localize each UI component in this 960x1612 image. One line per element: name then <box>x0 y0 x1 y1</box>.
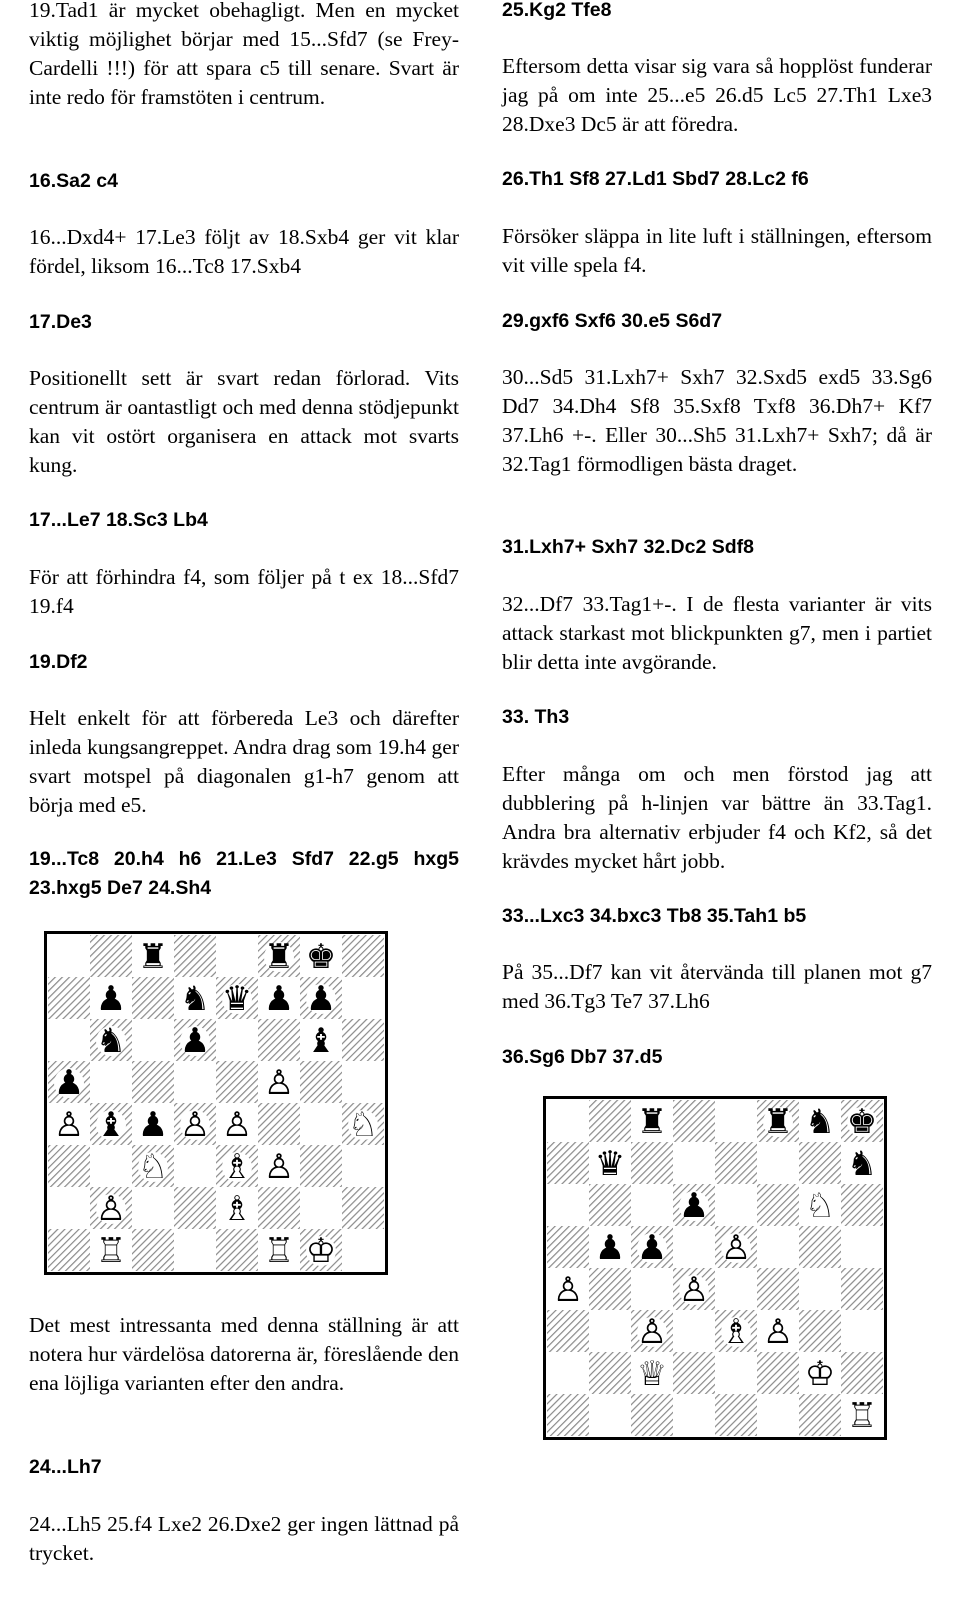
white-rook-icon: ♖ <box>263 1231 295 1271</box>
white-knight-icon: ♘ <box>137 1147 169 1187</box>
commentary-paragraph <box>29 1510 459 1568</box>
black-rook-icon: ♜ <box>263 937 295 977</box>
white-pawn-icon: ♙ <box>762 1312 794 1352</box>
dark-square <box>631 1394 673 1436</box>
dark-square <box>547 1394 589 1436</box>
light-square <box>631 1184 673 1226</box>
black-rook-icon: ♜ <box>762 1102 794 1142</box>
move-line <box>502 902 932 931</box>
black-king-icon: ♚ <box>846 1102 878 1142</box>
white-pawn-icon: ♙ <box>221 1105 253 1145</box>
light-square <box>673 1226 715 1268</box>
black-rook-icon: ♜ <box>137 937 169 977</box>
dark-square <box>799 1310 841 1352</box>
commentary-paragraph <box>29 563 459 621</box>
dark-square <box>90 935 132 977</box>
paragraph-text: 30...Sd5 31.Lxh7+ Sxh7 32.Sxd5 exd5 33.Sg6 Dd7 34.Dh4 Sf8 35.Sxf8 Txf8 36.Dh7+ Kf7 37.Lh6 +-. Eller 30...Sh5 31.Lxh7+ Sxh7; då är 32.Tag1 förmodligen bästa draget. <box>502 365 932 476</box>
dark-square <box>799 1142 841 1184</box>
dark-square <box>799 1394 841 1436</box>
dark-square <box>132 1061 174 1103</box>
paragraph-text: Helt enkelt för att förbereda Le3 och därefter inleda kungsangreppet. Andra drag som 19.h4 ger svart motspel på diagonalen g1-h7 genom att börja med e5. <box>29 706 459 817</box>
white-bishop-icon: ♗ <box>720 1312 752 1352</box>
move-text: 33...Lxc3 34.bxc3 Tb8 35.Tah1 b5 <box>502 905 807 927</box>
commentary-paragraph <box>502 760 932 876</box>
white-queen-icon: ♕ <box>636 1354 668 1394</box>
commentary-paragraph <box>502 222 932 280</box>
black-knight-icon: ♞ <box>95 1021 127 1061</box>
dark-square <box>757 1268 799 1310</box>
move-text: 33. Th3 <box>502 706 570 728</box>
dark-square <box>715 1394 757 1436</box>
black-pawn-icon: ♟ <box>636 1228 668 1268</box>
white-pawn-icon: ♙ <box>636 1312 668 1352</box>
dark-square <box>342 1019 384 1061</box>
light-square <box>841 1310 883 1352</box>
light-square <box>631 1268 673 1310</box>
black-bishop-icon: ♝ <box>95 1105 127 1145</box>
white-pawn-icon: ♙ <box>552 1270 584 1310</box>
light-square <box>342 1061 384 1103</box>
commentary-paragraph <box>502 363 932 479</box>
light-square <box>342 977 384 1019</box>
black-king-icon: ♚ <box>305 937 337 977</box>
dark-square <box>841 1352 883 1394</box>
dark-square <box>547 1142 589 1184</box>
move-text: 19.Df2 <box>29 651 88 673</box>
light-square <box>90 1061 132 1103</box>
dark-square <box>300 1145 342 1187</box>
dark-square <box>673 1352 715 1394</box>
light-square <box>757 1142 799 1184</box>
white-king-icon: ♔ <box>804 1354 836 1394</box>
dark-square <box>547 1226 589 1268</box>
dark-square <box>174 935 216 977</box>
light-square <box>174 1145 216 1187</box>
dark-square <box>132 1229 174 1271</box>
move-line <box>502 703 932 732</box>
move-line <box>502 533 932 562</box>
light-square <box>174 1229 216 1271</box>
light-square <box>673 1142 715 1184</box>
dark-square <box>799 1226 841 1268</box>
dark-square <box>757 1184 799 1226</box>
chess-board <box>543 1096 887 1440</box>
light-square <box>715 1268 757 1310</box>
light-square <box>547 1184 589 1226</box>
move-text: 17.De3 <box>29 311 92 333</box>
move-line <box>502 165 932 194</box>
black-pawn-icon: ♟ <box>594 1228 626 1268</box>
commentary-paragraph <box>29 364 459 480</box>
light-square <box>216 935 258 977</box>
white-pawn-icon: ♙ <box>95 1189 127 1229</box>
move-text: 25.Kg2 Tfe8 <box>502 0 612 21</box>
commentary-paragraph <box>29 704 459 820</box>
black-pawn-icon: ♟ <box>179 1021 211 1061</box>
white-pawn-icon: ♙ <box>179 1105 211 1145</box>
dark-square <box>48 977 90 1019</box>
light-square <box>216 1019 258 1061</box>
dark-square <box>216 1229 258 1271</box>
commentary-paragraph <box>29 1311 459 1398</box>
white-pawn-icon: ♙ <box>263 1147 295 1187</box>
light-square <box>841 1226 883 1268</box>
move-line <box>29 506 459 535</box>
light-square <box>547 1100 589 1142</box>
light-square <box>90 1145 132 1187</box>
light-square <box>799 1268 841 1310</box>
light-square <box>673 1394 715 1436</box>
light-square <box>342 1145 384 1187</box>
light-square <box>174 1061 216 1103</box>
black-queen-icon: ♛ <box>221 979 253 1019</box>
white-bishop-icon: ♗ <box>221 1189 253 1229</box>
dark-square <box>216 1061 258 1103</box>
dark-square <box>300 1061 342 1103</box>
chess-diagram <box>44 931 388 1275</box>
dark-square <box>342 1187 384 1229</box>
light-square <box>342 1229 384 1271</box>
move-text: 24...Lh7 <box>29 1456 102 1478</box>
paragraph-text: Efter många om och men förstod jag att dubblering på h-linjen var bättre än 33.Tag1. Andra bra alternativ erbjuder f4 och Kf2, så det krävdes mycket hårt jobb. <box>502 762 932 873</box>
paragraph-text: Det mest intressanta med denna ställning är att notera hur värdelösa datorerna är, föreslående den ena löjliga varianten efter den andra. <box>29 1313 459 1395</box>
light-square <box>589 1310 631 1352</box>
black-pawn-icon: ♟ <box>137 1105 169 1145</box>
white-king-icon: ♔ <box>305 1231 337 1271</box>
black-pawn-icon: ♟ <box>53 1063 85 1103</box>
white-knight-icon: ♘ <box>804 1186 836 1226</box>
dark-square <box>174 1187 216 1229</box>
black-knight-icon: ♞ <box>804 1102 836 1142</box>
move-text: 17...Le7 18.Sc3 Lb4 <box>29 509 208 531</box>
light-square <box>673 1310 715 1352</box>
commentary-paragraph <box>29 223 459 281</box>
light-square <box>300 1103 342 1145</box>
paragraph-text: För att förhindra f4, som följer på t ex 18...Sfd7 19.f4 <box>29 565 459 618</box>
commentary-paragraph <box>29 0 459 112</box>
move-text: 31.Lxh7+ Sxh7 32.Dc2 Sdf8 <box>502 536 755 558</box>
black-knight-icon: ♞ <box>179 979 211 1019</box>
paragraph-text: På 35...Df7 kan vit återvända till planen mot g7 med 36.Tg3 Te7 37.Lh6 <box>502 960 932 1013</box>
dark-square <box>132 977 174 1019</box>
paragraph-text: 16...Dxd4+ 17.Le3 följt av 18.Sxb4 ger vit klar fördel, liksom 16...Tc8 17.Sxb4 <box>29 225 459 278</box>
dark-square <box>48 1229 90 1271</box>
chess-board <box>44 931 388 1275</box>
commentary-paragraph <box>502 52 932 139</box>
dark-square <box>589 1268 631 1310</box>
black-pawn-icon: ♟ <box>678 1186 710 1226</box>
white-pawn-icon: ♙ <box>263 1063 295 1103</box>
dark-square <box>589 1184 631 1226</box>
dark-square <box>757 1352 799 1394</box>
move-line <box>502 307 932 336</box>
commentary-paragraph <box>502 590 932 677</box>
dark-square <box>589 1352 631 1394</box>
move-text: 36.Sg6 Db7 37.d5 <box>502 1046 663 1068</box>
white-pawn-icon: ♙ <box>720 1228 752 1268</box>
move-text: 29.gxf6 Sxf6 30.e5 S6d7 <box>502 310 723 332</box>
light-square <box>547 1352 589 1394</box>
light-square <box>48 935 90 977</box>
black-queen-icon: ♛ <box>594 1144 626 1184</box>
commentary-paragraph <box>502 958 932 1016</box>
black-bishop-icon: ♝ <box>305 1021 337 1061</box>
dark-square <box>48 1145 90 1187</box>
paragraph-text: 19.Tad1 är mycket obehagligt. Men en mycket viktig möjlighet börjar med 15...Sfd7 (se Frey-Cardelli !!!) för att spara c5 till senare. Svart är inte redo för framstöten i centrum. <box>29 0 459 109</box>
white-rook-icon: ♖ <box>846 1396 878 1436</box>
black-pawn-icon: ♟ <box>305 979 337 1019</box>
black-knight-icon: ♞ <box>846 1144 878 1184</box>
light-square <box>132 1019 174 1061</box>
light-square <box>757 1394 799 1436</box>
dark-square <box>715 1142 757 1184</box>
dark-square <box>547 1310 589 1352</box>
white-pawn-icon: ♙ <box>678 1270 710 1310</box>
chess-diagram <box>543 1096 887 1440</box>
dark-square <box>841 1268 883 1310</box>
light-square <box>715 1100 757 1142</box>
dark-square <box>589 1100 631 1142</box>
paragraph-text: Eftersom detta visar sig vara så hopplöst funderar jag på om inte 25...e5 26.d5 Lc5 27.Th1 Lxe3 28.Dxe3 Dc5 är att föredra. <box>502 54 932 136</box>
move-text: 16.Sa2 c4 <box>29 170 118 192</box>
light-square <box>715 1184 757 1226</box>
white-knight-icon: ♘ <box>347 1105 379 1145</box>
white-rook-icon: ♖ <box>95 1231 127 1271</box>
dark-square <box>258 1187 300 1229</box>
dark-square <box>258 1103 300 1145</box>
light-square <box>132 1187 174 1229</box>
paragraph-text: 32...Df7 33.Tag1+-. I de flesta varianter är vits attack starkast mot blickpunkten g7, men i partiet blir detta inte avgörande. <box>502 592 932 674</box>
dark-square <box>673 1100 715 1142</box>
light-square <box>589 1394 631 1436</box>
dark-square <box>841 1184 883 1226</box>
move-text: 26.Th1 Sf8 27.Ld1 Sbd7 28.Lc2 f6 <box>502 168 809 190</box>
paragraph-text: Positionellt sett är svart redan förlorad. Vits centrum är oantastligt och med denna stödjepunkt kan vit ostört organisera en attack mot svarts kung. <box>29 366 459 477</box>
paragraph-text: 24...Lh5 25.f4 Lxe2 26.Dxe2 ger ingen lättnad på trycket. <box>29 1512 459 1565</box>
dark-square <box>258 1019 300 1061</box>
move-line <box>29 308 459 337</box>
move-line <box>29 167 459 196</box>
black-pawn-icon: ♟ <box>263 979 295 1019</box>
move-text: 19...Tc8 20.h4 h6 21.Le3 Sfd7 22.g5 hxg5 23.hxg5 De7 24.Sh4 <box>29 848 459 899</box>
light-square <box>48 1187 90 1229</box>
dark-square <box>631 1142 673 1184</box>
move-line <box>29 845 459 903</box>
white-bishop-icon: ♗ <box>221 1147 253 1187</box>
move-line <box>502 1043 932 1072</box>
black-rook-icon: ♜ <box>636 1102 668 1142</box>
light-square <box>48 1019 90 1061</box>
move-line <box>29 1453 459 1482</box>
light-square <box>300 1187 342 1229</box>
black-pawn-icon: ♟ <box>95 979 127 1019</box>
white-pawn-icon: ♙ <box>53 1105 85 1145</box>
paragraph-text: Försöker släppa in lite luft i ställningen, eftersom vit ville spela f4. <box>502 224 932 277</box>
light-square <box>757 1226 799 1268</box>
move-line <box>502 0 932 25</box>
move-line <box>29 648 459 677</box>
light-square <box>715 1352 757 1394</box>
dark-square <box>342 935 384 977</box>
